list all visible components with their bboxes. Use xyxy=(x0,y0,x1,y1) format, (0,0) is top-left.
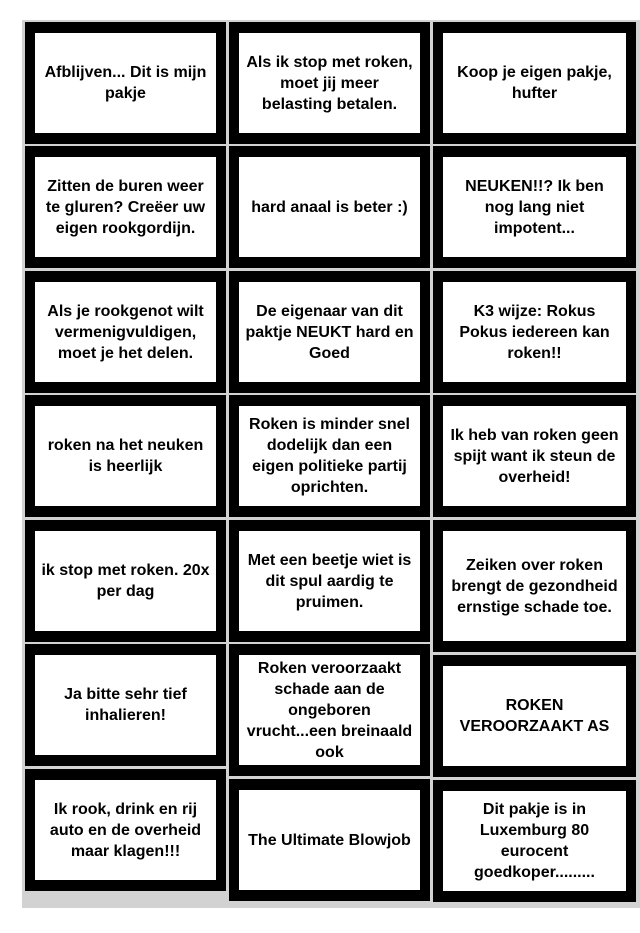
card-text: De eigenaar van dit paktje NEUKT hard en Goed xyxy=(245,302,414,362)
card xyxy=(229,146,430,268)
card-text: Koop je eigen pakje, hufter xyxy=(457,64,612,102)
card xyxy=(25,146,226,268)
card-text: Roken veroorzaakt schade aan de ongeboren vrucht...een breinaald ook xyxy=(246,659,413,761)
card-text: Afblijven... Dit is mijn pakje xyxy=(44,64,207,102)
card xyxy=(433,395,636,517)
card xyxy=(433,780,636,902)
card xyxy=(433,146,636,268)
card-text: Zitten de buren weer te gluren? Creëer uw eigen rookgordijn. xyxy=(45,177,206,237)
card-text: ROKEN VEROORZAAKT AS xyxy=(459,697,610,735)
card xyxy=(433,520,636,652)
card-text: Als je rookgenot wilt vermenigvuldigen, moet je het delen. xyxy=(47,302,204,362)
card xyxy=(433,271,636,393)
card xyxy=(229,520,430,642)
card-sheet xyxy=(22,20,640,908)
card xyxy=(25,644,226,766)
card xyxy=(25,22,226,144)
card-text: The Ultimate Blowjob xyxy=(248,831,411,849)
card-text: Ik rook, drink en rij auto en de overheid maar klagen!!! xyxy=(49,800,202,860)
card-text: ik stop met roken. 20x per dag xyxy=(41,562,210,600)
card xyxy=(25,395,226,517)
card-text: Zeiken over roken brengt de gezondheid ernstige schade toe. xyxy=(451,556,618,616)
card-text: Als ik stop met roken, moet jij meer belasting betalen. xyxy=(246,53,413,113)
card-text: NEUKEN!!? Ik ben nog lang niet impotent... xyxy=(465,177,604,237)
card-text: hard anaal is beter :) xyxy=(251,198,408,216)
card xyxy=(229,644,430,776)
card xyxy=(229,22,430,144)
card-text: Dit pakje is in Luxemburg 80 eurocent goedkoper......... xyxy=(474,801,595,881)
card-text: Ik heb van roken geen spijt want ik steun de overheid! xyxy=(450,426,619,486)
card xyxy=(25,769,226,891)
card xyxy=(433,22,636,144)
card-text: Roken is minder snel dodelijk dan een eigen politieke partij oprichten. xyxy=(249,416,410,496)
card xyxy=(25,520,226,642)
card xyxy=(433,655,636,777)
card xyxy=(229,779,430,901)
card-text: K3 wijze: Rokus Pokus iedereen kan roken!! xyxy=(459,302,610,362)
card xyxy=(25,271,226,393)
card xyxy=(229,271,430,393)
card xyxy=(229,395,430,517)
card-text: roken na het neuken is heerlijk xyxy=(47,437,204,475)
card-text: Ja bitte sehr tief inhalieren! xyxy=(64,686,187,724)
card-text: Met een beetje wiet is dit spul aardig te pruimen. xyxy=(247,551,412,611)
